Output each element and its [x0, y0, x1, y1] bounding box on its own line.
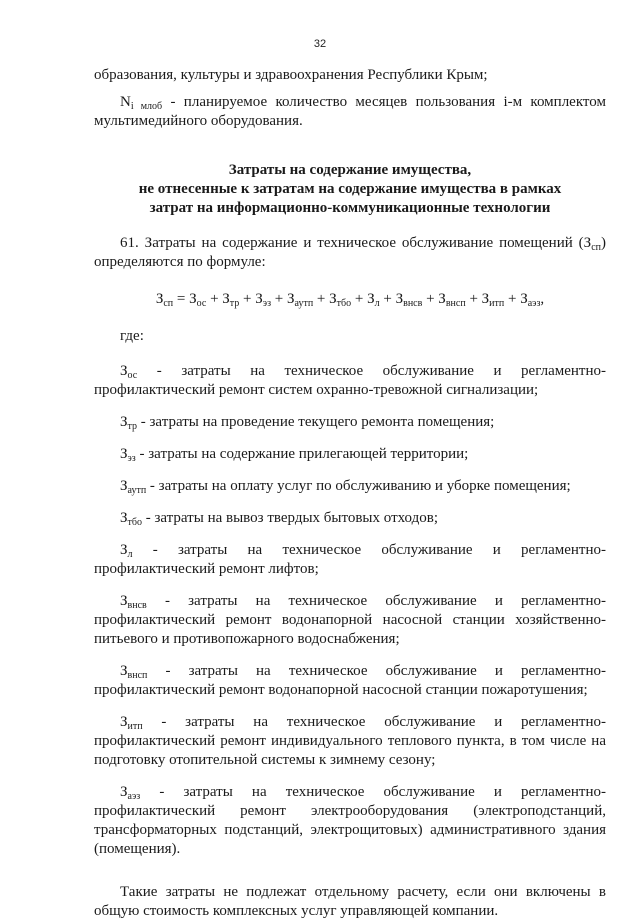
- definition-symbol: З: [120, 363, 128, 379]
- definition-subscript: внсп: [127, 670, 148, 681]
- definition-text: - затраты на оплату услуг по обслуживанию и уборке помещения;: [146, 478, 571, 494]
- clause-61: [94, 234, 606, 272]
- clause-tail: ) определяются по формуле:: [94, 235, 606, 270]
- formula-plus: +: [206, 291, 223, 307]
- formula-term-subscript: ос: [196, 298, 207, 309]
- continuation-text: образования, культуры и здравоохранения Республики Крым;: [94, 67, 488, 83]
- definition-symbol: З: [120, 784, 128, 800]
- document-body: [94, 66, 606, 921]
- formula-end: ,: [540, 291, 545, 307]
- definition-subscript: эз: [127, 453, 136, 464]
- formula-plus: +: [271, 291, 287, 307]
- formula-term-subscript: тр: [229, 298, 240, 309]
- definition-symbol: З: [120, 446, 128, 462]
- formula-term-symbol: З: [367, 291, 375, 307]
- formula-lhs-symbol: З: [155, 291, 164, 307]
- formula-plus: +: [465, 291, 482, 307]
- n-subscript: i млоб: [130, 101, 163, 112]
- formula-plus: +: [313, 291, 330, 307]
- definition-text: - затраты на техническое обслуживание и регламентно-профилактический ремонт лифтов;: [94, 542, 606, 577]
- definition-text: - затраты на техническое обслуживание и регламентно-профилактический ремонт водонапорной насосной станции пожаротушения;: [94, 663, 606, 698]
- section-title-line2: не отнесенные к затратам на содержание имущества в рамках: [138, 181, 562, 197]
- definition-text: - затраты на вывоз твердых бытовых отходов;: [141, 510, 438, 526]
- n-symbol: N: [120, 94, 131, 110]
- section-title-line1: Затраты на содержание имущества,: [228, 162, 472, 178]
- clause-text: 61. Затраты на содержание и техническое обслуживание помещений (З: [120, 235, 592, 251]
- definition-symbol: З: [120, 414, 128, 430]
- definition-subscript: аутп: [127, 485, 147, 496]
- definition-symbol: З: [120, 714, 128, 730]
- formula-term-subscript: тбо: [336, 298, 352, 309]
- definitions-list: [94, 362, 606, 859]
- formula-term-symbol: З: [255, 291, 263, 307]
- formula-plus: +: [379, 291, 396, 307]
- definition-item: [94, 477, 606, 496]
- where-label: где:: [120, 328, 144, 344]
- formula-equals: =: [173, 291, 190, 307]
- section-title: [94, 161, 606, 218]
- formula-term-subscript: аэз: [527, 298, 541, 309]
- definition-subscript: тбо: [127, 517, 142, 528]
- definition-symbol: З: [120, 663, 128, 679]
- page-number: 32: [313, 38, 327, 50]
- definition-text: - затраты на техническое обслуживание и регламентно-профилактический ремонт водонапорной насосной станции хозяйственно-питьевого и противопожарного водоснабжения;: [94, 593, 606, 647]
- definition-text: - затраты на техническое обслуживание и регламентно-профилактический ремонт индивидуального теплового пункта, в том числе на подготовку отопительной системы к зимнему сезону;: [94, 714, 606, 768]
- formula-plus: +: [239, 291, 256, 307]
- formula-term-subscript: внсв: [403, 298, 423, 309]
- formula-term-symbol: З: [395, 291, 404, 307]
- definition-symbol: З: [120, 478, 128, 494]
- definition-text: - затраты на техническое обслуживание и регламентно-профилактический ремонт электрооборудования (электроподстанций, трансформаторных подстанций, электрощитовых) административного здания (помещения).: [94, 784, 606, 857]
- formula-term-symbol: З: [287, 291, 295, 307]
- definition-item: [94, 592, 606, 649]
- closing-paragraph: Такие затраты не подлежат отдельному расчету, если они включены в общую стоимость комплексных услуг управляющей компании.: [94, 884, 606, 919]
- definition-item: [94, 783, 606, 859]
- section-title-line3: затрат на информационно-коммуникационные технологии: [149, 200, 551, 216]
- definition-text: - затраты на содержание прилегающей территории;: [135, 446, 469, 462]
- formula-term-subscript: итп: [489, 298, 505, 309]
- definition-subscript: тр: [127, 421, 138, 432]
- definition-subscript: л: [127, 549, 133, 560]
- formula-lhs-subscript: сп: [163, 298, 174, 309]
- formula-term-symbol: З: [520, 291, 528, 307]
- n-definition: [94, 93, 606, 131]
- formula-term-symbol: З: [438, 291, 446, 307]
- definition-item: [94, 662, 606, 700]
- formula-term-subscript: эз: [262, 298, 272, 309]
- definition-item: [94, 362, 606, 400]
- definition-item: [94, 413, 606, 432]
- definition-text: - затраты на техническое обслуживание и регламентно-профилактический ремонт систем охранно-тревожной сигнализации;: [94, 363, 606, 398]
- clause-subscript: сп: [591, 242, 601, 253]
- n-definition-text: - планируемое количество месяцев пользования i-м комплектом мультимедийного оборудования.: [94, 94, 606, 129]
- definition-item: [94, 445, 606, 464]
- formula-plus: +: [504, 291, 521, 307]
- definition-subscript: итп: [127, 721, 143, 732]
- formula: [94, 290, 606, 309]
- formula-term-symbol: З: [481, 291, 490, 307]
- definition-symbol: З: [120, 593, 128, 609]
- definition-item: [94, 541, 606, 579]
- definition-subscript: ос: [127, 370, 138, 381]
- formula-term-subscript: аутп: [294, 298, 314, 309]
- formula-term-subscript: л: [374, 298, 380, 309]
- definition-text: - затраты на проведение текущего ремонта помещения;: [137, 414, 495, 430]
- definition-subscript: аэз: [127, 791, 141, 802]
- formula-term-symbol: З: [329, 291, 337, 307]
- definition-item: [94, 713, 606, 770]
- definition-symbol: З: [120, 542, 128, 558]
- formula-term-subscript: внсп: [445, 298, 466, 309]
- formula-term-symbol: З: [189, 291, 197, 307]
- formula-plus: +: [351, 291, 368, 307]
- formula-term-symbol: З: [222, 291, 230, 307]
- formula-plus: +: [422, 291, 439, 307]
- definition-subscript: внсв: [127, 600, 147, 611]
- definition-item: [94, 509, 606, 528]
- definition-symbol: З: [120, 510, 128, 526]
